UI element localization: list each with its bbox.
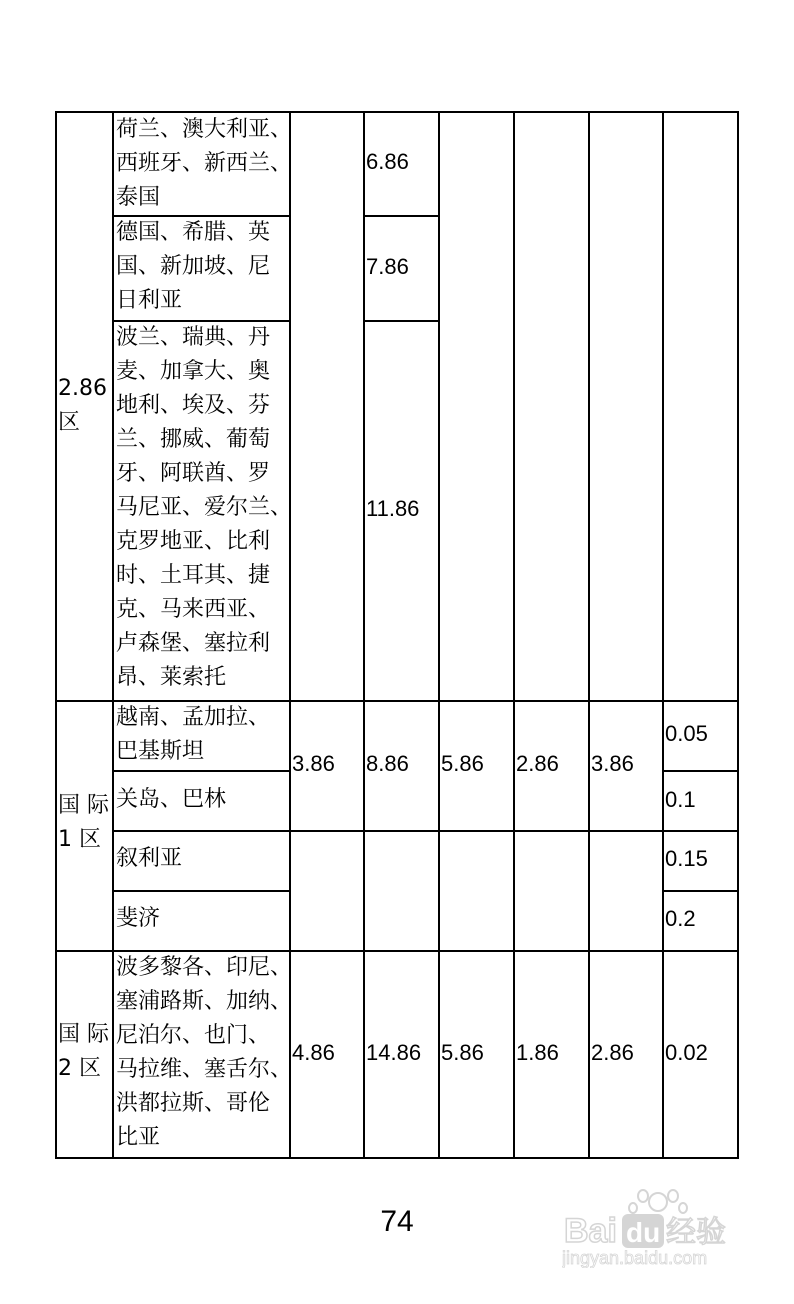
country-list: 波多黎各、印尼、 塞浦路斯、加纳、 尼泊尔、也门、 马拉维、塞舌尔、 洪都拉斯、哥伦 比亚	[116, 955, 293, 1150]
price-cell: 5.86	[441, 1040, 484, 1065]
price-cell: 1.86	[516, 1040, 559, 1065]
zone-label-2.86: 2.86 区	[58, 376, 107, 435]
price-cell: 7.86	[366, 254, 409, 279]
svg-text:du: du	[626, 1217, 661, 1248]
col-line	[662, 111, 664, 1159]
country-list: 叙利亚	[116, 846, 183, 871]
rate-cell: 0.1	[665, 787, 696, 812]
col-line	[513, 111, 515, 1159]
baidu-jingyan-watermark-logo	[562, 1184, 752, 1268]
svg-text:经验: 经验	[666, 1215, 726, 1250]
price-cell: 8.86	[366, 751, 409, 776]
row-line	[112, 830, 739, 832]
page-number: 74	[380, 1205, 414, 1238]
price-cell: 5.86	[441, 751, 484, 776]
rate-cell: 0.05	[665, 721, 708, 746]
row-line	[363, 215, 440, 217]
country-list: 越南、孟加拉、 巴基斯坦	[116, 705, 271, 764]
svg-text:jingyan.baidu.com: jingyan.baidu.com	[562, 1248, 708, 1268]
price-cell: 11.86	[366, 496, 420, 521]
price-cell: 2.86	[516, 751, 559, 776]
price-cell: 3.86	[292, 751, 335, 776]
col-line	[438, 111, 440, 1159]
price-cell: 6.86	[366, 149, 409, 174]
price-cell: 3.86	[591, 751, 634, 776]
row-line	[662, 890, 739, 892]
col-line	[588, 111, 590, 1159]
rate-cell: 0.2	[665, 906, 696, 931]
price-cell: 2.86	[591, 1040, 634, 1065]
row-line	[363, 320, 440, 322]
table-bottom-border	[55, 1157, 739, 1159]
zone-label-intl-2: 国 际 2 区	[58, 1022, 109, 1081]
country-list: 关岛、巴林	[116, 787, 227, 812]
row-line	[112, 770, 291, 772]
country-list: 波兰、瑞典、丹 麦、加拿大、奥 地利、埃及、芬 兰、挪威、葡萄 牙、阿联酋、罗 马尼亚、爱尔兰、 克罗地亚、比利 时、土耳其、捷 克、马来西亚、 卢森堡、塞拉利 昂、莱索托	[116, 325, 293, 690]
table-left-border	[55, 111, 57, 1159]
price-cell: 4.86	[292, 1040, 335, 1065]
country-list: 荷兰、澳大利亚、 西班牙、新西兰、 泰国	[116, 117, 293, 210]
price-cell: 14.86	[366, 1040, 422, 1065]
rate-cell: 0.02	[665, 1040, 708, 1065]
rate-cell: 0.15	[665, 846, 708, 871]
country-list: 斐济	[116, 906, 161, 931]
row-line	[112, 890, 291, 892]
col-line	[112, 111, 114, 1159]
country-list: 德国、希腊、英 国、新加坡、尼 日利亚	[116, 220, 271, 313]
row-line	[662, 770, 739, 772]
table-right-border	[737, 111, 739, 1159]
zone-label-intl-1: 国 际 1 区	[58, 793, 109, 852]
col-line	[363, 111, 365, 1159]
svg-text:Bai: Bai	[564, 1212, 617, 1250]
